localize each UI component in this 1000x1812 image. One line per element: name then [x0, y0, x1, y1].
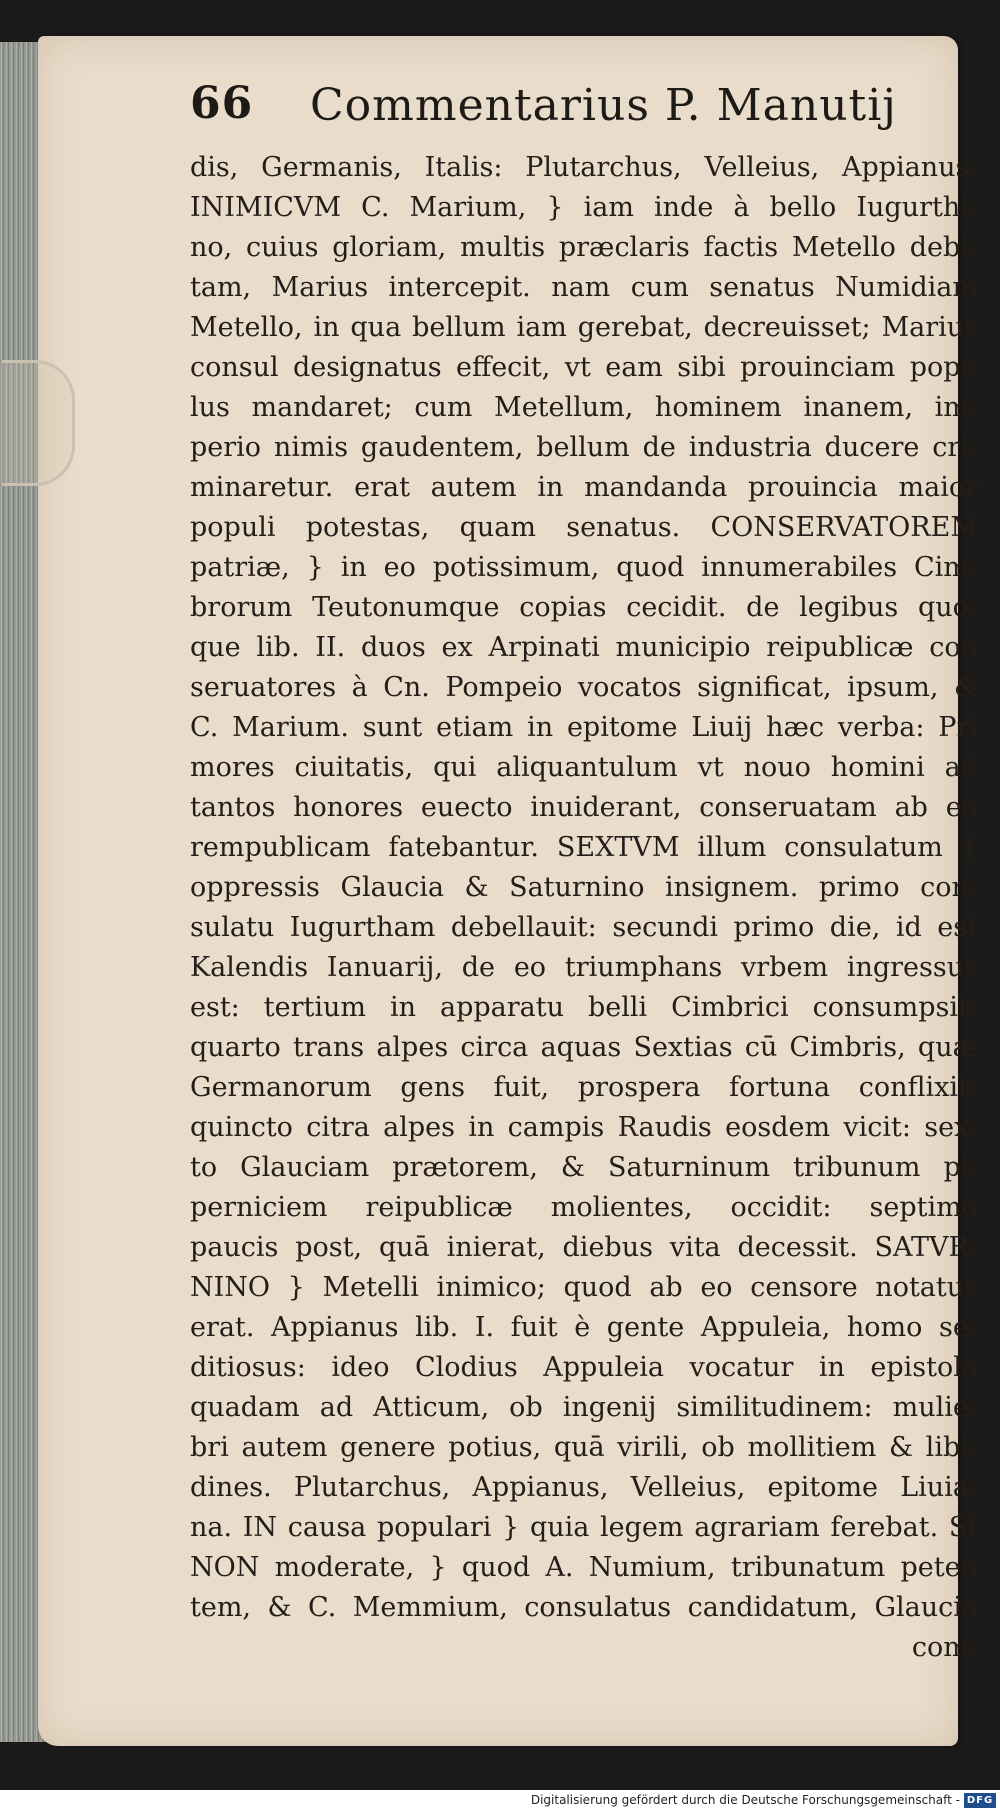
dfg-logo: DFG [964, 1793, 996, 1808]
text-line: seruatores à Cn. Pompeio vocatos significat, ipsum, & [190, 672, 978, 703]
page-number: 66 [190, 78, 254, 129]
text-line: brorum Teutonumque copias cecidit. de legibus quo- [190, 592, 978, 623]
text-line: Kalendis Ianuarij, de eo triumphans vrbem ingressus [190, 952, 978, 983]
text-line: minaretur. erat autem in mandanda prouincia maior [190, 472, 978, 503]
text-line: tantos honores euecto inuiderant, conseruatam ab eo [190, 792, 978, 823]
book-clasp [2, 360, 75, 486]
text-line: INIMICVM C. Marium, } iam inde à bello Iugurthi- [190, 192, 978, 223]
text-line: bri autem genere potius, quā virili, ob mollitiem & libi- [190, 1432, 978, 1463]
text-line: sulatu Iugurtham debellauit: secundi primo die, id est [190, 912, 978, 943]
text-line: consul designatus effecit, vt eam sibi prouinciam popu [190, 352, 978, 383]
text-line: rempublicam fatebantur. SEXTVM illum consulatum } [190, 832, 978, 863]
text-line: no, cuius gloriam, multis præclaris factis Metello debi- [190, 232, 978, 263]
text-line: patriæ, } in eo potissimum, quod innumerabiles Cim- [190, 552, 978, 583]
text-line: erat. Appianus lib. I. fuit è gente Appuleia, homo se- [190, 1312, 978, 1343]
footer-bar [0, 1790, 1000, 1812]
text-line: oppressis Glaucia & Saturnino insignem. primo con- [190, 872, 978, 903]
text-line: na. IN causa populari } quia legem agrariam ferebat. SI [190, 1512, 978, 1543]
text-line: que lib. II. duos ex Arpinati municipio reipublicæ con [190, 632, 978, 663]
text-line: Germanorum gens fuit, prospera fortuna conflixit: [190, 1072, 978, 1103]
text-line: quincto citra alpes in campis Raudis eosdem vicit: sex- [190, 1112, 978, 1143]
text-line: est: tertium in apparatu belli Cimbrici consumpsit: [190, 992, 978, 1023]
running-head-title: Commentarius P. Manutij [310, 80, 897, 131]
text-line: mores ciuitatis, qui aliquantulum vt nouo homini ad [190, 752, 978, 783]
text-line: dines. Plutarchus, Appianus, Velleius, epitome Liuia- [190, 1472, 978, 1503]
text-line: dis, Germanis, Italis: Plutarchus, Velleius, Appianus. [190, 152, 978, 183]
text-line: ditiosus: ideo Clodius Appuleia vocatur in epistola [190, 1352, 978, 1383]
text-line: paucis post, quā inierat, diebus vita decessit. SATVR- [190, 1232, 978, 1263]
text-line: tem, & C. Memmium, consulatus candidatum, Glaucia [190, 1592, 978, 1623]
body-text [190, 148, 978, 1668]
text-line: com- [911, 1632, 978, 1663]
text-line: to Glauciam prætorem, & Saturninum tribunum pl. [190, 1152, 978, 1183]
text-line: lus mandaret; cum Metellum, hominem inanem, im- [190, 392, 978, 423]
text-line: perio nimis gaudentem, bellum de industria ducere cri- [190, 432, 978, 463]
text-line: Metello, in qua bellum iam gerebat, decreuisset; Marius [190, 312, 978, 343]
footer-credit: Digitalisierung gefördert durch die Deutsche Forschungsgemeinschaft - [530, 1793, 960, 1807]
text-line: NINO } Metelli inimico; quod ab eo censore notatus [190, 1272, 978, 1303]
running-head [150, 78, 910, 138]
text-line: quarto trans alpes circa aquas Sextias cū Cimbris, quæ [190, 1032, 978, 1063]
text-line: tam, Marius intercepit. nam cum senatus Numidiam [190, 272, 978, 303]
text-line: perniciem reipublicæ molientes, occidit: septimo [190, 1192, 978, 1223]
text-line: quadam ad Atticum, ob ingenij similitudinem: mulie- [190, 1392, 978, 1423]
text-line: C. Marium. sunt etiam in epitome Liuij hæc verba: Pri [190, 712, 978, 743]
text-line: populi potestas, quam senatus. CONSERVATOREM [190, 512, 978, 543]
text-line: NON moderate, } quod A. Numium, tribunatum peten [190, 1552, 978, 1583]
